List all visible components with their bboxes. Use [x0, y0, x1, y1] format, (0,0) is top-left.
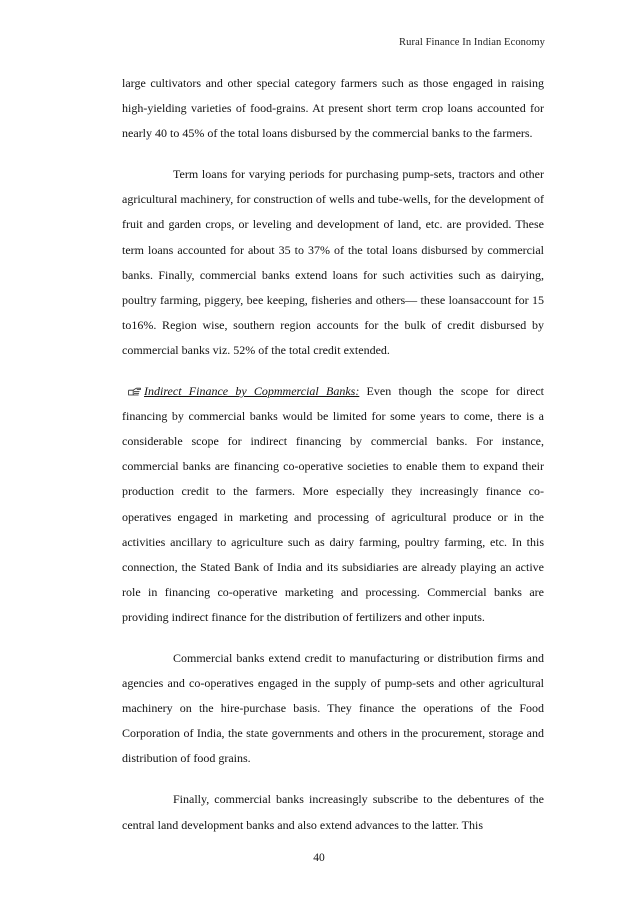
paragraph-indirect-finance-body: Even though the scope for direct financing by commercial banks would be limited for some years to come, there is a considerable scope for indirect financing by commercial banks. For instance, commercial banks are financing co-operative societies to enable them to expand their production credit to the farmers. More especially they increasingly finance co-operatives engaged in marketing and processing of agricultural produce or in the activities ancillary to agriculture such as dairy farming, poultry farming, etc. In this connection, the Stated Bank of India and its subsidiaries are already playing an active role in financing co-operative marketing and processing. Commercial banks are providing indirect finance for the distribution of fertilizers and other inputs.: [122, 384, 545, 624]
paragraph-indirect-finance: [122, 379, 544, 630]
body-text: [122, 71, 544, 854]
page-number: 40: [313, 852, 325, 864]
paragraph-crop-loans: large cultivators and other special category farmers such as those engaged in raising high-yielding varieties of food-grains. At present short term crop loans accounted for nearly 40 to 45% of the total loans disbursed by the commercial banks to the farmers.: [122, 76, 544, 141]
pointing-hand-icon: [128, 379, 140, 404]
running-header: Rural Finance In Indian Economy: [399, 37, 545, 48]
section-heading: Indirect Finance by Copmmercial Banks:: [144, 384, 360, 399]
paragraph-term-loans: Term loans for varying periods for purchasing pump-sets, tractors and other agricultural machinery, for construction of wells and tube-wells, for the development of fruit and garden crops, or leveling and development of land, etc. are provided. These term loans accounted for about 35 to 37% of the total loans disbursed by commercial banks. Finally, commercial banks extend loans for such activities such as dairying, poultry farming, piggery, bee keeping, fisheries and others— these loansaccount for 15 to16%. Region wise, southern region accounts for the bulk of credit disbursed by commercial banks viz. 52% of the total credit extended.: [122, 167, 544, 357]
paragraph-credit-to-firms: Commercial banks extend credit to manufacturing or distribution firms and agencies and co-operatives engaged in the supply of pump-sets and other agricultural machinery on the hire-purchase basis. They finance the operations of the Food Corporation of India, the state governments and others in the procurement, storage and distribution of food grains.: [122, 650, 544, 766]
paragraph-debentures: Finally, commercial banks increasingly subscribe to the debentures of the central land development banks and also extend advances to the latter. This: [122, 792, 544, 832]
